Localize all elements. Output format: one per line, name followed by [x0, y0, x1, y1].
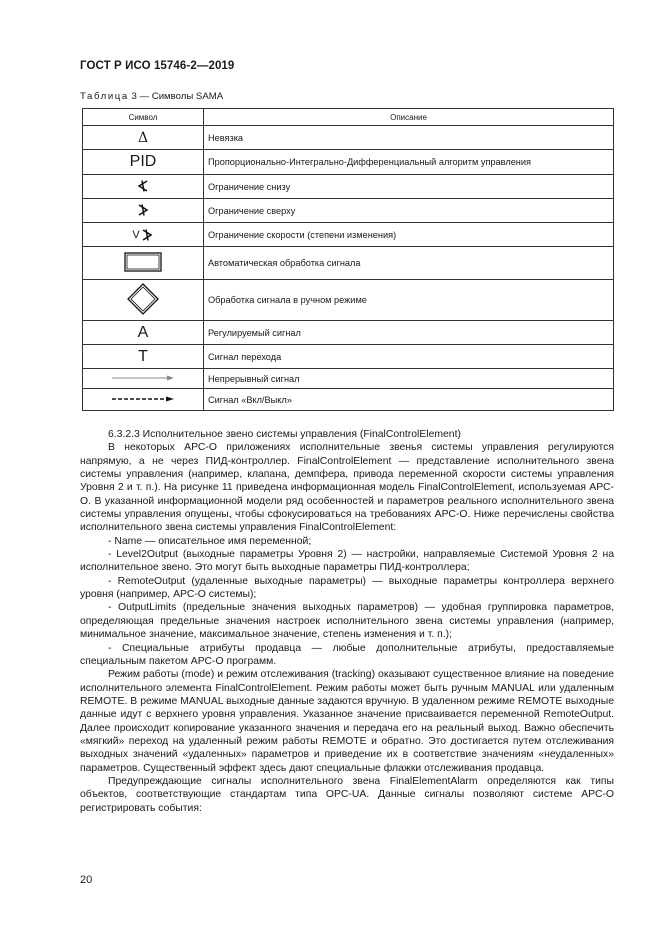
- dashed-arrow-icon: [110, 395, 176, 403]
- section-body: [80, 428, 614, 815]
- table-caption-title: 3 — Символы SAMA: [131, 91, 224, 102]
- rate-limit-letter: V: [132, 228, 140, 241]
- column-header-symbol: Символ: [83, 109, 204, 126]
- pid-symbol: PID: [129, 153, 157, 170]
- description-cell: Невязка: [204, 126, 614, 150]
- symbol-cell: [83, 150, 204, 175]
- rectangle-icon: [123, 251, 163, 273]
- low-limit-icon: [136, 179, 150, 193]
- diamond-icon: [126, 282, 160, 316]
- description-cell: Непрерывный сигнал: [204, 369, 614, 389]
- list-item: - Name — описательное имя переменной;: [108, 535, 312, 547]
- description-cell: Автоматическая обработка сигнала: [204, 247, 614, 280]
- solid-arrow-icon: [110, 374, 176, 382]
- paragraph: В некоторых АРС-О приложениях исполнительные звенья системы управления регулируются напрямую, а не через ПИД-контроллер. FinalControlElement — представление исполнительного звена системы управления (например, клапана, демпфера, привода переменной скорости системы управления Уровня 2 и т. п.). На рисунке 11 приведена информационная модель FinalControlElement, используемая АРС-О. В указанной информационной модели ряд особенностей и параметров реального исполнительного звена системы управления опущены, чтобы сфокусироваться на требованиях АРС-О. Ниже перечислены свойства исполнительного звена системы управления FinalControlElement:: [80, 442, 614, 534]
- high-limit-icon: [136, 203, 150, 217]
- list-item: - Level2Output (выходные параметры Уровня 2) — настройки, направляемые Системой Уровня 2 на исполнительное звено. Это могут быть выходные параметры ПИД-контроллера;: [80, 549, 614, 574]
- paragraph: Предупреждающие сигналы исполнительного звена FinalElementAlarm определяются как типы объектов, соответствующие стандартам типа OPC-UA. Данные сигналы позволяют системе АРС-О регистрировать события:: [80, 775, 614, 814]
- symbol-cell: [83, 369, 204, 389]
- table-caption: [80, 91, 223, 102]
- symbol-cell: [83, 223, 204, 247]
- description-cell: Обработка сигнала в ручном режиме: [204, 280, 614, 321]
- symbol-cell: [83, 280, 204, 321]
- table-caption-prefix: Таблица: [80, 91, 129, 102]
- description-cell: Ограничение снизу: [204, 175, 614, 199]
- rate-limit-icon: [140, 228, 154, 242]
- description-cell: Пропорционально-Интегрально-Дифференциальный алгоритм управления: [204, 150, 614, 175]
- list-item: - OutputLimits (предельные значения выходных параметров) — удобная группировка параметров, определяющая предельные значения настроек исполнительного звена системы управления (например, минимальное значение, максимальное значение, степень изменения и т. п.);: [80, 602, 614, 641]
- symbol-cell: [83, 389, 204, 411]
- list-item: - Специальные атрибуты продавца — любые дополнительные атрибуты, предоставляемые специальным пакетом АРС-О программ.: [80, 642, 614, 667]
- a-symbol: A: [137, 323, 149, 341]
- sama-symbols-table: [82, 108, 614, 411]
- description-cell: Сигнал перехода: [204, 345, 614, 369]
- symbol-cell: [83, 321, 204, 345]
- description-cell: Сигнал «Вкл/Выкл»: [204, 389, 614, 411]
- page-number: 20: [80, 874, 93, 886]
- rate-limit-symbol: [132, 228, 153, 242]
- symbol-cell: [83, 199, 204, 223]
- list-item: - RemoteOutput (удаленные выходные параметры) — выходные параметры контроллера верхнего уровня (например, АРС-О системы);: [80, 575, 614, 601]
- symbol-cell: [83, 175, 204, 199]
- symbol-cell: [83, 126, 204, 150]
- symbol-cell: [83, 345, 204, 369]
- column-header-description: Описание: [204, 109, 614, 126]
- section-heading: 6.3.2.3 Исполнительное звено системы управления (FinalControlElement): [108, 429, 461, 440]
- symbol-cell: [83, 247, 204, 280]
- t-symbol: T: [138, 347, 148, 365]
- document-header: ГОСТ Р ИСО 15746-2—2019: [80, 60, 235, 72]
- delta-symbol: Δ: [137, 129, 149, 146]
- description-cell: Регулируемый сигнал: [204, 321, 614, 345]
- paragraph: Режим работы (mode) и режим отслеживания (tracking) оказывают существенное влияние на поведение исполнительного элемента FinalControlElement. Режим работы может быть ручным MANUAL или удаленным REMOTE. В режиме MANUAL выходные данные задаются вручную. В удаленном режиме REMOTE выходные данные идут с верхнего уровня управления. Указанное значение присваивается переменной RemoteOutput. Далее происходит копирование указанного значения и передача его на реальный выход. Важно обеспечить «мягкий» переход на удаленный режим работы REMOTE и обратно. Это достигается путем отслеживания выходных значений «удаленных» параметров и приведение их в соответствие значениям «неудаленных» параметров. Существенный эффект здесь дают специальные флажки отслеживания продавца.: [80, 669, 614, 774]
- description-cell: Ограничение сверху: [204, 199, 614, 223]
- description-cell: Ограничение скорости (степени изменения): [204, 223, 614, 247]
